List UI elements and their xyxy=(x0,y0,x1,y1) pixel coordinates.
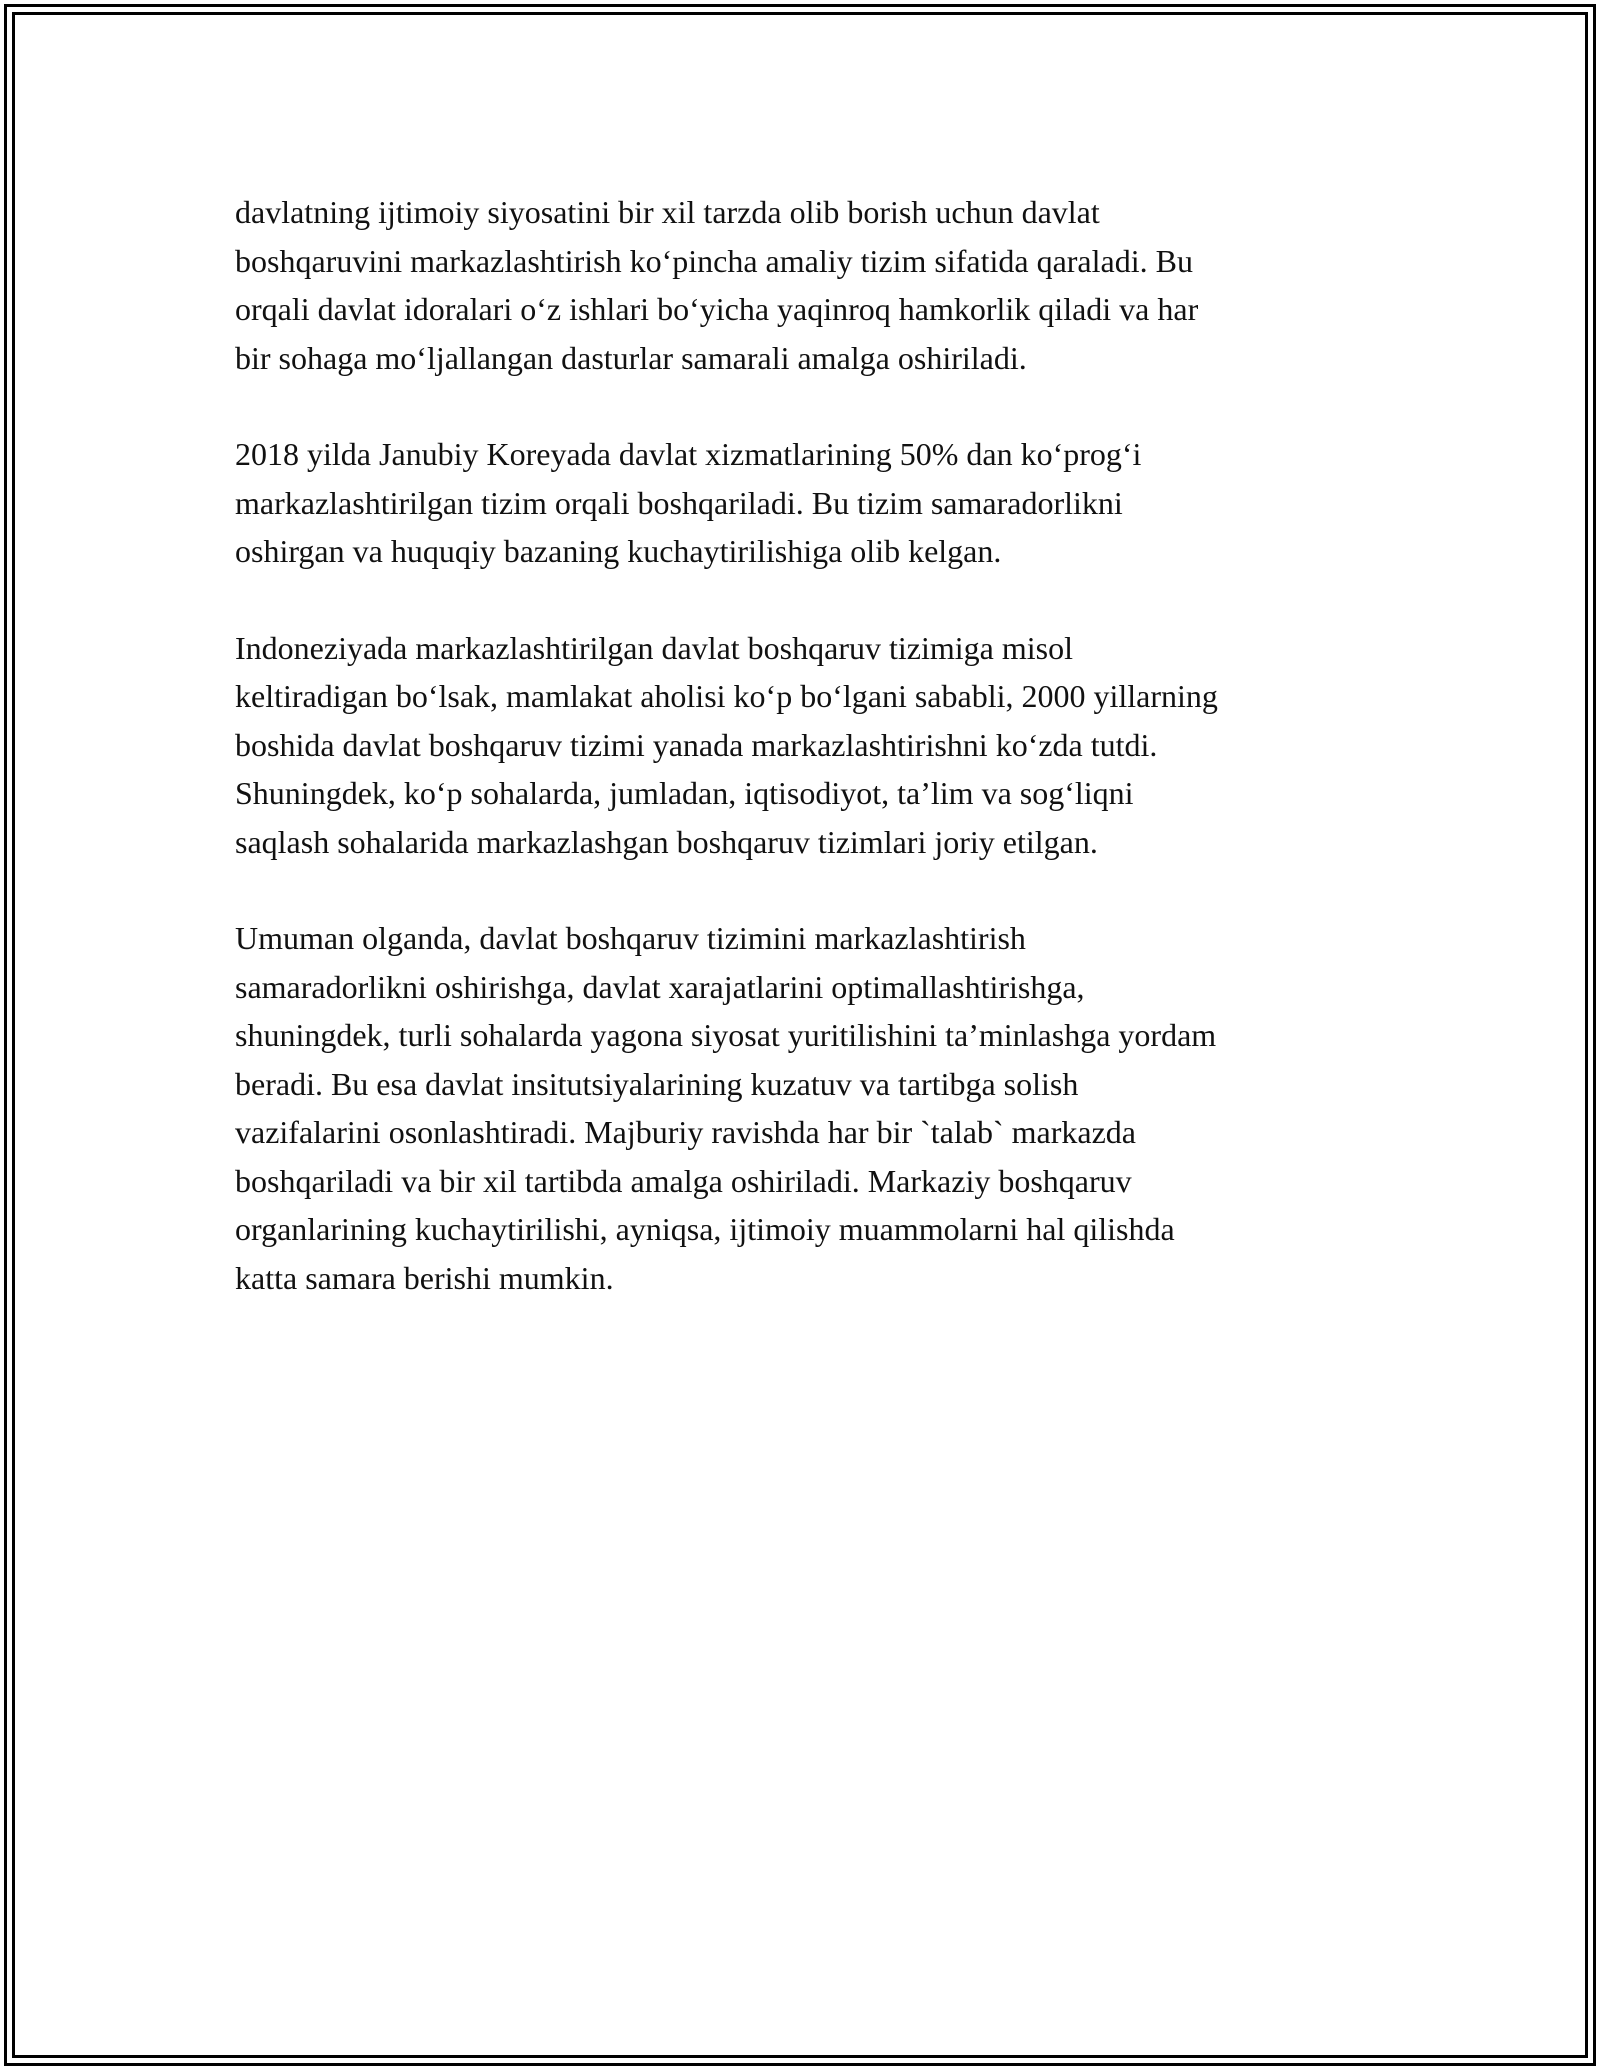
text-line: oshirgan va huquqiy bazaning kuchaytirilishiga olib kelgan. xyxy=(235,533,1002,569)
paragraph-1 xyxy=(235,188,1385,382)
text-line: boshqariladi va bir xil tartibda amalga oshiriladi. Markaziy boshqaruv xyxy=(235,1162,1132,1199)
text-line: boshqaruvini markazlashtirish ko‘pincha amaliy tizim sifatida qaraladi. Bu xyxy=(235,242,1193,279)
text-line: saqlash sohalarida markazlashgan boshqaruv tizimlari joriy etilgan. xyxy=(235,823,1098,860)
text-line: Indoneziyada markazlashtirilgan davlat boshqaruv tizimiga misol xyxy=(235,629,1073,666)
text-line: keltiradigan bo‘lsak, mamlakat aholisi ko‘p bo‘lgani sababli, 2000 yillarning xyxy=(235,678,1218,714)
text-line: 2018 yilda Janubiy Koreyada davlat xizmatlarining 50% dan ko‘prog‘i xyxy=(235,436,1142,472)
text-line: Shuningdek, ko‘p sohalarda, jumladan, iqtisodiyot, ta’lim va sog‘liqni xyxy=(235,775,1134,811)
paragraph-2 xyxy=(235,430,1385,576)
text-line: organlarining kuchaytirilishi, ayniqsa, ijtimoiy muammolarni hal qilishda xyxy=(235,1211,1175,1247)
text-line: davlatning ijtimoiy siyosatini bir xil tarzda olib borish uchun davlat xyxy=(235,194,1100,230)
paragraph-4 xyxy=(235,914,1385,1302)
text-line: markazlashtirilgan tizim orqali boshqariladi. Bu tizim samaradorlikni xyxy=(235,484,1123,521)
text-line: orqali davlat idoralari o‘z ishlari bo‘yicha yaqinroq hamkorlik qiladi va har xyxy=(235,291,1199,327)
paragraph-3 xyxy=(235,624,1385,867)
text-line: beradi. Bu esa davlat insitutsiyalarining kuzatuv va tartibga solish xyxy=(235,1065,1079,1102)
text-line: shuningdek, turli sohalarda yagona siyosat yuritilishini ta’minlashga yordam xyxy=(235,1017,1217,1053)
text-line: Umuman olganda, davlat boshqaruv tizimini markazlashtirish xyxy=(235,920,1026,956)
text-line: samaradorlikni oshirishga, davlat xarajatlarini optimallashtirishga, xyxy=(235,968,1085,1005)
text-line: vazifalarini osonlashtiradi. Majburiy ravishda har bir `talab` markazda xyxy=(235,1114,1136,1150)
text-line: bir sohaga mo‘ljallangan dasturlar samarali amalga oshiriladi. xyxy=(235,339,1027,376)
text-line: katta samara berishi mumkin. xyxy=(235,1259,614,1296)
text-line: boshida davlat boshqaruv tizimi yanada markazlashtirishni ko‘zda tutdi. xyxy=(235,726,1158,763)
document-body xyxy=(235,188,1385,1350)
